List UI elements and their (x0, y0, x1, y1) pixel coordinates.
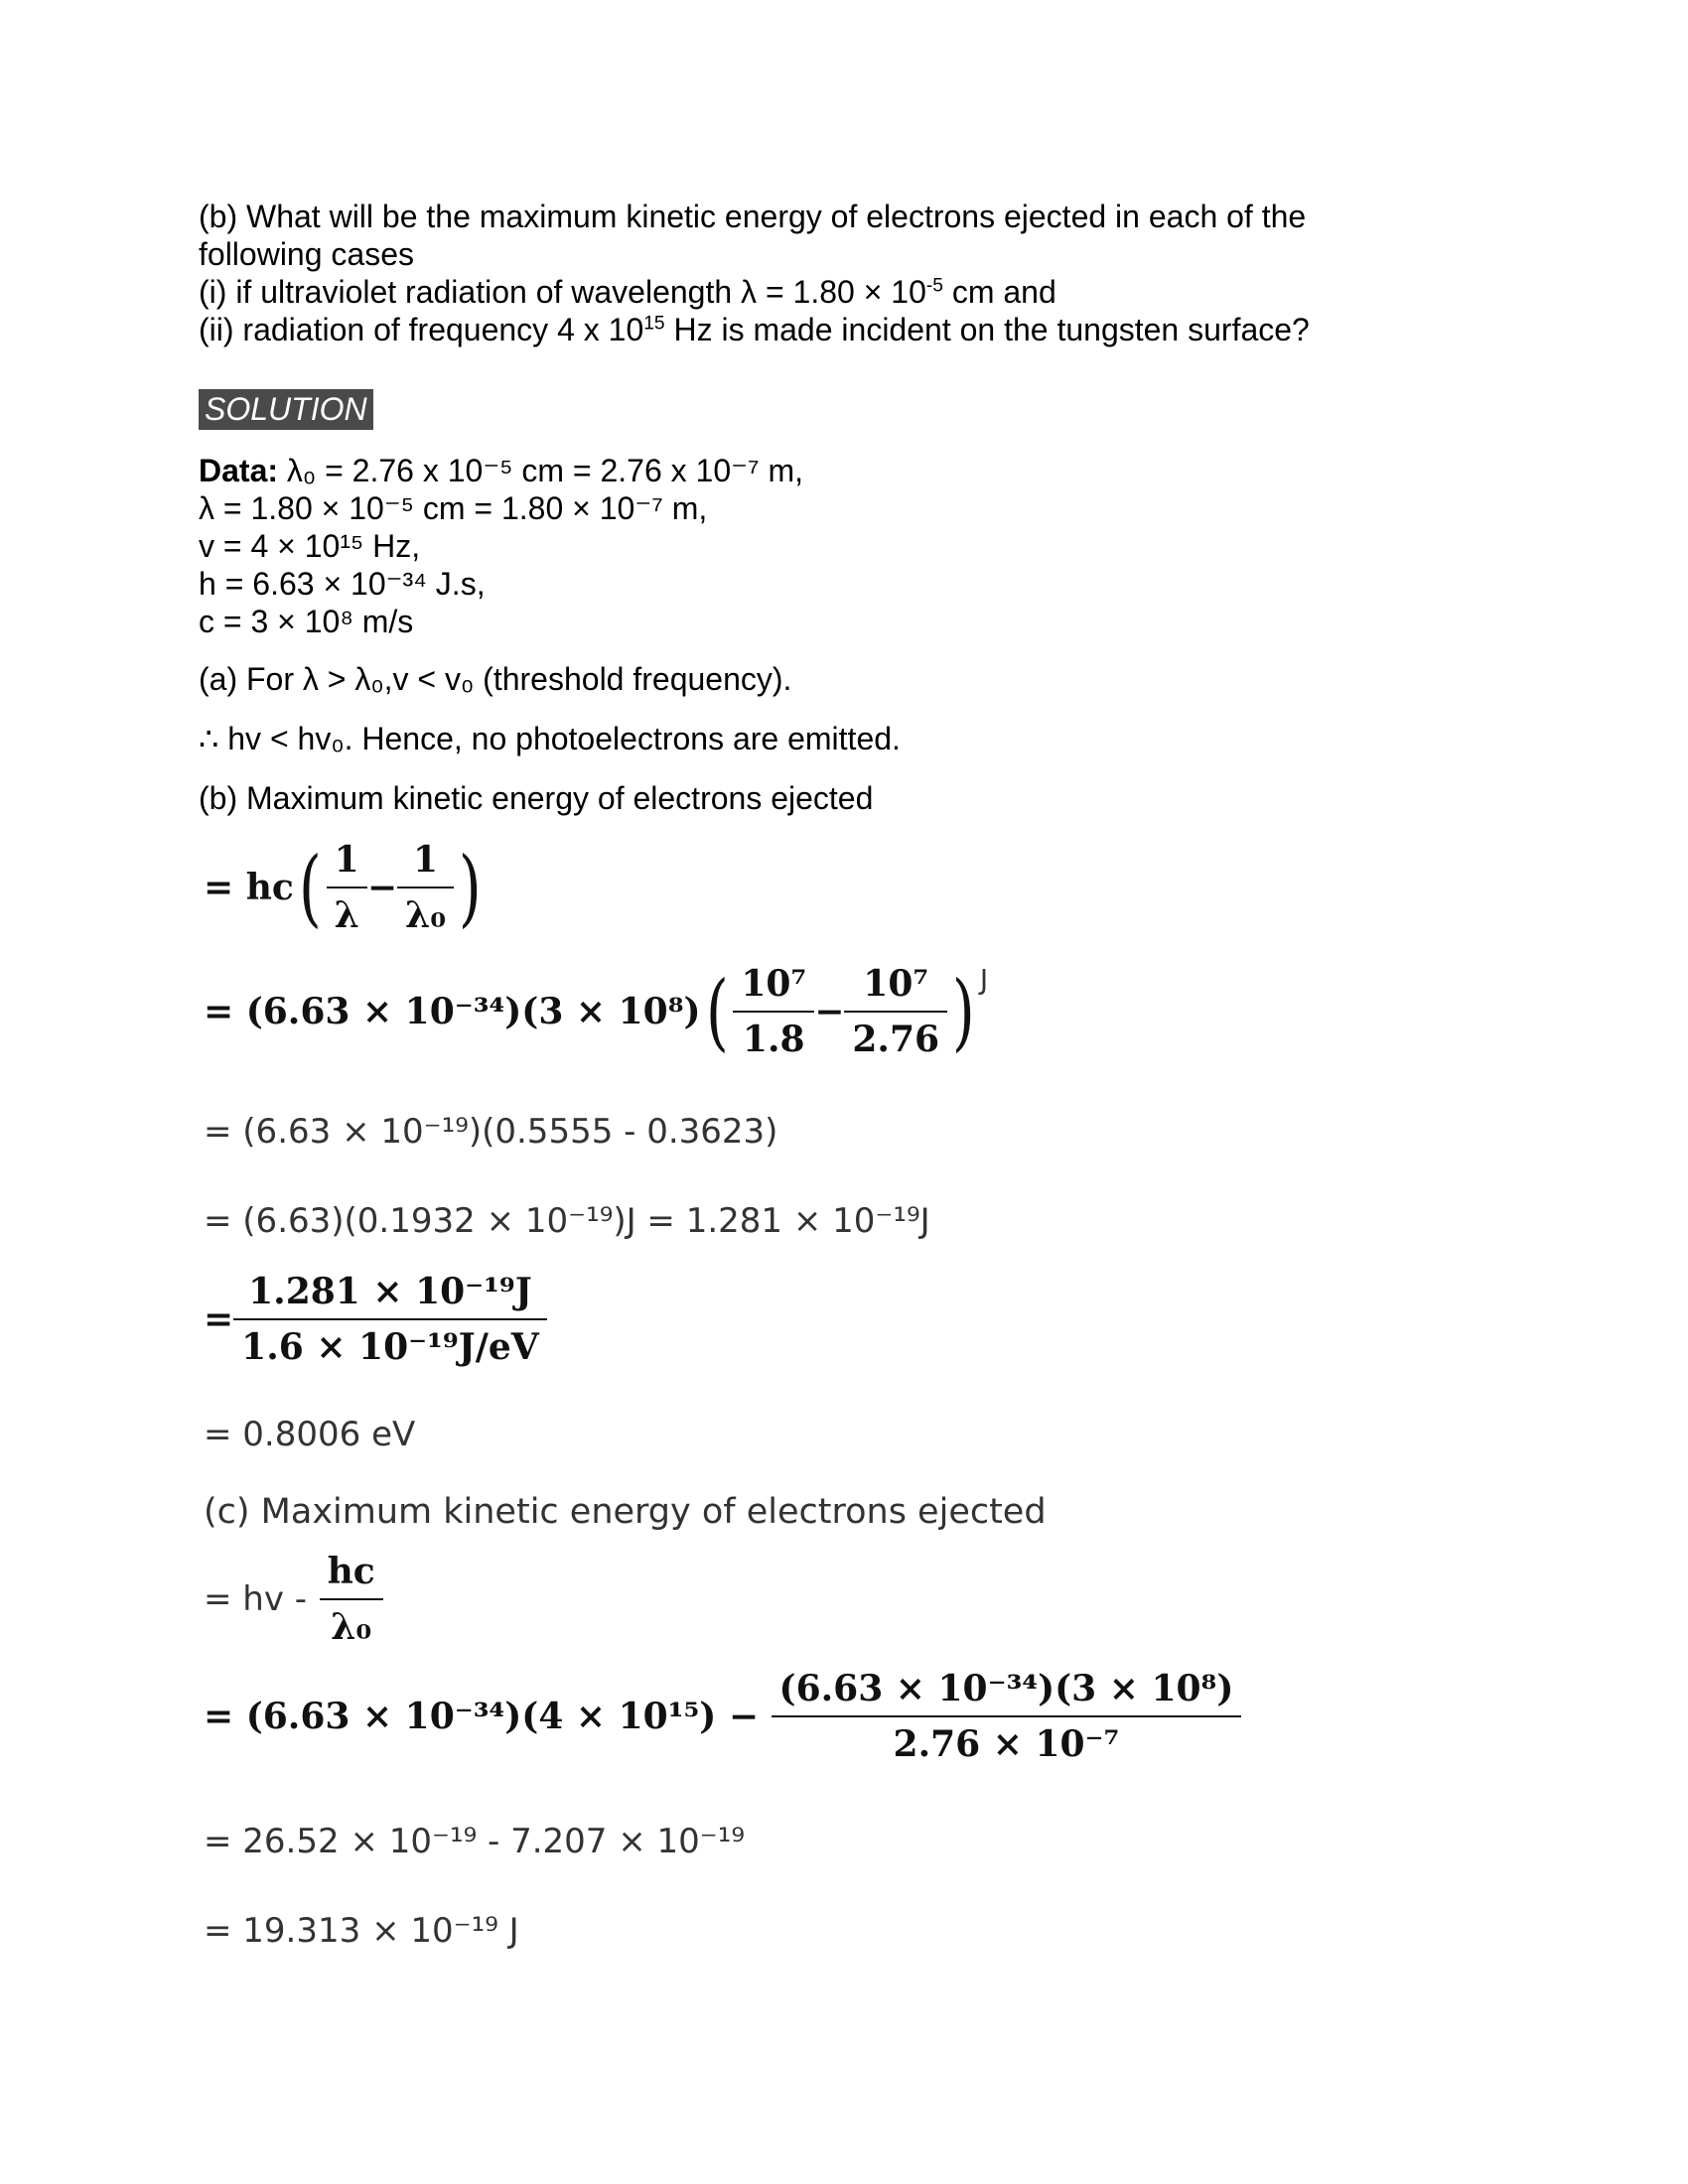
part-b-heading: (b) Maximum kinetic energy of electrons ejected (199, 780, 874, 816)
question-line-3 (199, 276, 1056, 308)
part-c-heading: (c) Maximum kinetic energy of electrons ejected (204, 1492, 1047, 1532)
part-c-result: = 19.313 × 10⁻¹⁹ J (204, 1911, 519, 1951)
data-line-5: c = 3 × 10⁸ m/s (199, 604, 414, 639)
part-c-equation-1 (204, 1551, 383, 1648)
fraction-denominator: 2.76 × 10⁻⁷ (893, 1723, 1120, 1765)
fraction-1e7-over-2.76 (844, 963, 947, 1060)
part-b-equation-1 (204, 839, 487, 936)
fraction-hc-over-lambda0 (320, 1551, 383, 1648)
question-line-1: (b) What will be the maximum kinetic energy of electrons ejected in each of the (199, 199, 1307, 234)
fraction-denominator: 1.8 (742, 1019, 805, 1060)
data-lambda0: λ₀ = 2.76 x 10⁻⁵ cm = 2.76 x 10⁻⁷ m, (278, 453, 804, 488)
part-b-equation-2 (204, 963, 988, 1060)
data-line-1 (199, 455, 803, 486)
minus-sign: − (814, 991, 845, 1032)
question-line-3-pre: (i) if ultraviolet radiation of wavelength λ = 1.80 × 10 (199, 274, 926, 310)
fraction-denominator: λ₀ (405, 894, 447, 936)
part-c-equation-2 (204, 1668, 1241, 1765)
fraction-numerator: (6.63 × 10⁻³⁴)(3 × 10⁸) (772, 1668, 1242, 1717)
data-line-2: λ = 1.80 × 10⁻⁵ cm = 1.80 × 10⁻⁷ m, (199, 490, 708, 526)
question-line-4-pre: (ii) radiation of frequency 4 x 10 (199, 312, 644, 347)
right-paren: ) (458, 839, 482, 936)
fraction-1-over-lambda (327, 839, 367, 936)
fraction-numerator: hc (320, 1551, 383, 1600)
part-b-equation-4: = (6.63)(0.1932 × 10⁻¹⁹)J = 1.281 × 10⁻¹⁹J (204, 1201, 930, 1241)
right-paren: ) (951, 963, 975, 1060)
question-line-3-post: cm and (942, 274, 1056, 310)
part-b-eq2-lead: = (6.63 × 10⁻³⁴)(3 × 10⁸) (204, 991, 701, 1032)
question-line-3-sup: -5 (925, 275, 943, 297)
part-a-line-1: (a) For λ > λ₀,v < v₀ (threshold frequency). (199, 661, 792, 697)
fraction-numerator: 1.281 × 10⁻¹⁹J (233, 1271, 547, 1320)
fraction-numerator: 10⁷ (733, 963, 814, 1013)
data-line-4: h = 6.63 × 10⁻³⁴ J.s, (199, 566, 486, 602)
part-a-line-2: ∴ hv < hv₀. Hence, no photoelectrons are emitted. (199, 721, 901, 756)
question-line-4-post: Hz is made incident on the tungsten surface? (664, 312, 1310, 347)
fraction-numerator: 10⁷ (844, 963, 947, 1013)
left-paren: ( (298, 839, 322, 936)
question-line-4 (199, 314, 1310, 345)
part-b-eq1-lead: = hc (204, 867, 294, 908)
fraction-denominator: λ₀ (331, 1606, 372, 1648)
unit-joule: J (979, 963, 989, 996)
fraction-joule-to-ev (233, 1271, 547, 1368)
part-b-equation-5 (204, 1271, 547, 1368)
data-line-3: v = 4 × 10¹⁵ Hz, (199, 528, 421, 564)
part-b-result: = 0.8006 eV (204, 1415, 416, 1454)
part-c-eq2-lead: = (6.63 × 10⁻³⁴)(4 × 10¹⁵) − (204, 1696, 759, 1737)
solution-label: SOLUTION (199, 389, 373, 430)
fraction-hc-over-lambda0-values (772, 1668, 1242, 1765)
fraction-1-over-lambda0 (397, 839, 454, 936)
left-paren: ( (705, 963, 729, 1060)
part-b-equation-3: = (6.63 × 10⁻¹⁹)(0.5555 - 0.3623) (204, 1112, 778, 1152)
fraction-1e7-over-1.8 (733, 963, 814, 1060)
question-line-4-sup: 15 (643, 313, 665, 335)
data-label: Data: (199, 453, 279, 488)
minus-sign: − (366, 867, 397, 908)
equals-sign: = (204, 1298, 234, 1340)
fraction-denominator: 2.76 (852, 1019, 940, 1060)
question-line-2: following cases (199, 236, 414, 272)
fraction-denominator: λ (334, 894, 359, 936)
fraction-denominator: 1.6 × 10⁻¹⁹J/eV (241, 1326, 539, 1368)
part-c-eq1-lead: = hv - (204, 1579, 308, 1619)
fraction-numerator: 1 (397, 839, 454, 888)
part-c-equation-3: = 26.52 × 10⁻¹⁹ - 7.207 × 10⁻¹⁹ (204, 1822, 745, 1861)
fraction-numerator: 1 (327, 839, 367, 888)
